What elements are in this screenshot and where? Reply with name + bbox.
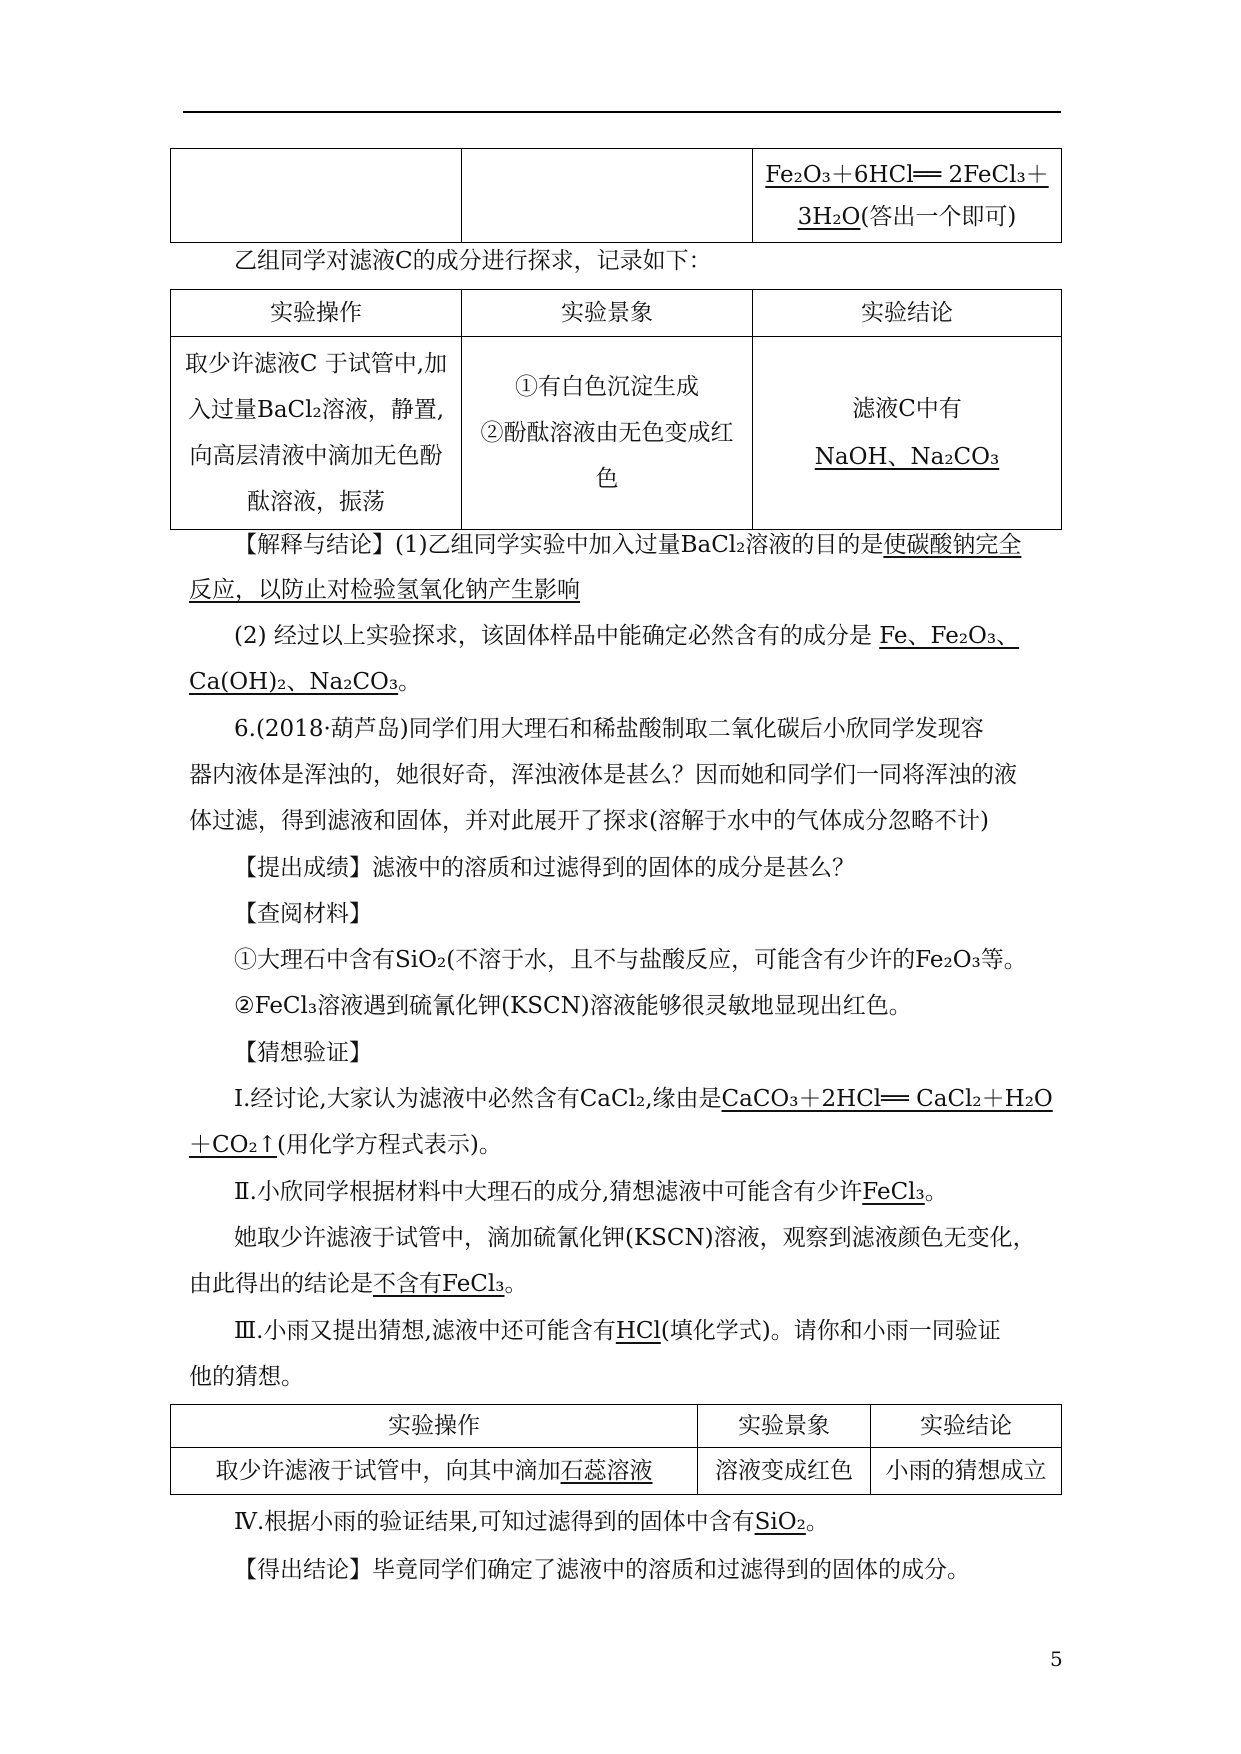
explain-line-1	[189, 522, 1114, 569]
cell-line: 色	[595, 466, 619, 492]
text: 。	[398, 669, 422, 695]
text: 由此得出的结论是	[189, 1271, 373, 1297]
table-cell-conclusion	[753, 337, 1062, 530]
explain-line-4	[189, 659, 1069, 706]
q6-ask: 【提出成绩】滤液中的溶质和过滤得到的固体的成分是甚么？	[234, 855, 855, 881]
table-3	[170, 1404, 1062, 1495]
text: 。	[504, 1271, 528, 1297]
table-cell	[753, 149, 1062, 243]
q6-guess-4	[189, 1499, 1114, 1546]
q6-line-2: 器内液体是浑浊的，她很好奇，浑浊液体是甚么？因而她和同学们一同将浑浊的液	[189, 762, 1017, 788]
table-header: 实验结论	[871, 1405, 1062, 1448]
q6-guess-2-line-3	[189, 1261, 1069, 1308]
answer-equation-cont: ＋CO₂↑	[189, 1132, 277, 1158]
paragraph: 乙组同学对滤液C的成分进行探求，记录如下：	[234, 248, 712, 274]
table-header-row	[171, 290, 1062, 337]
table-cell-conclusion: 小雨的猜想成立	[871, 1448, 1062, 1495]
text: 。	[805, 1509, 829, 1535]
answer-text: 石蕊溶液	[560, 1458, 653, 1484]
header-rule	[183, 111, 1061, 113]
answer-text: HCl	[615, 1318, 661, 1344]
table-1	[170, 148, 1062, 243]
table-cell-phenomenon: 溶液变成红色	[698, 1448, 871, 1495]
cell-line: ①有白色沉淀生成	[515, 374, 699, 400]
table-header-row	[171, 1405, 1062, 1448]
table-header: 实验操作	[171, 1405, 698, 1448]
text: Ⅲ.小雨又提出猜想,滤液中还可能含有	[234, 1318, 616, 1344]
text: (用化学方程式表示)。	[276, 1132, 502, 1158]
table-header: 实验景象	[462, 290, 753, 337]
q6-guess-3-line-2: 他的猜想。	[189, 1364, 304, 1390]
table-header: 实验结论	[753, 290, 1062, 337]
q6-guess-1	[189, 1076, 1114, 1123]
table-cell-phenomenon	[462, 337, 753, 530]
table-cell	[462, 149, 753, 243]
note-text: (答出一个即可)	[860, 203, 1017, 230]
table-cell-operation	[171, 337, 462, 530]
answer-text: Ca(OH)₂、Na₂CO₃	[189, 669, 399, 695]
text: 【解释与结论】(1)乙组同学实验中加入过量BaCl₂溶液的目的是	[234, 532, 884, 558]
explain-line-3	[189, 613, 1114, 660]
answer-text: 反应，以防止对检验氢氧化钠产生影响	[189, 577, 580, 603]
answer-equation-cont: 3H₂O	[797, 203, 861, 230]
answer-text: Fe、Fe₂O₃、	[879, 623, 1020, 649]
text: 取少许滤液于试管中，向其中滴加	[215, 1458, 561, 1484]
q6-ref-1: ①大理石中含有SiO₂(不溶于水，且不与盐酸反应，可能含有少许的Fe₂O₃等。	[234, 947, 1027, 973]
text: (填化学式)。请你和小雨一同验证	[660, 1318, 1001, 1344]
table-header: 实验景象	[698, 1405, 871, 1448]
q6-guess-title: 【猜想验证】	[234, 1040, 372, 1066]
cell-line: 滤液C中有	[852, 396, 962, 422]
cell-line: 取少许滤液C 于试管中,加	[184, 351, 448, 377]
table-2	[170, 289, 1062, 530]
text: 。	[924, 1179, 948, 1205]
cell-line: 向高层清液中滴加无色酚	[189, 443, 443, 469]
text: Ⅳ.根据小雨的验证结果,可知过滤得到的固体中含有	[234, 1509, 755, 1535]
page-number: 5	[1050, 1647, 1063, 1671]
table-cell	[171, 149, 462, 243]
cell-line: 酞溶液，振荡	[247, 489, 385, 515]
text: (2) 经过以上实验探求，该固体样品中能确定必然含有的成分是	[234, 623, 872, 649]
q6-line-1: 6.(2018·葫芦岛)同学们用大理石和稀盐酸制取二氧化碳后小欣同学发现容	[234, 716, 984, 742]
q6-guess-2-line-2: 她取少许滤液于试管中，滴加硫氰化钾(KSCN)溶液，观察到滤液颜色无变化，	[234, 1225, 1036, 1251]
answer-equation: CaCO₃＋2HCl══ CaCl₂＋H₂O	[721, 1086, 1053, 1112]
answer-text: SiO₂	[754, 1509, 806, 1535]
answer-text: 不含有FeCl₃	[373, 1271, 505, 1297]
text: Ⅰ.经讨论,大家认为滤液中必然含有CaCl₂,缘由是	[234, 1086, 722, 1112]
answer-text: 使碳酸钠完全	[883, 532, 1022, 558]
final-conclusion: 【得出结论】毕竟同学们确定了滤液中的溶质和过滤得到的固体的成分。	[234, 1557, 970, 1583]
table-row	[171, 149, 1062, 243]
explain-line-2	[189, 567, 1069, 614]
answer-equation: Fe₂O₃＋6HCl══ 2FeCl₃＋	[765, 161, 1049, 188]
cell-line: ②酚酞溶液由无色变成红	[480, 420, 734, 446]
answer-text: NaOH、Na₂CO₃	[814, 444, 1000, 470]
q6-guess-3	[189, 1308, 1114, 1355]
text: Ⅱ.小欣同学根据材料中大理石的成分,猜想滤液中可能含有少许	[234, 1179, 863, 1205]
table-row	[171, 1448, 1062, 1495]
answer-text: FeCl₃	[862, 1179, 925, 1205]
table-header: 实验操作	[171, 290, 462, 337]
q6-ref-title: 【查阅材料】	[234, 901, 372, 927]
q6-guess-1-cont	[189, 1122, 1069, 1169]
q6-guess-2	[189, 1169, 1114, 1216]
table-cell-operation	[171, 1448, 698, 1495]
cell-line: 入过量BaCl₂溶液，静置,	[187, 397, 445, 423]
table-row	[171, 337, 1062, 530]
q6-ref-2: ②FeCl₃溶液遇到硫氰化钾(KSCN)溶液能够很灵敏地显现出红色。	[234, 993, 912, 1019]
q6-line-3: 体过滤，得到滤液和固体，并对此展开了探求(溶解于水中的气体成分忽略不计)	[189, 808, 989, 834]
